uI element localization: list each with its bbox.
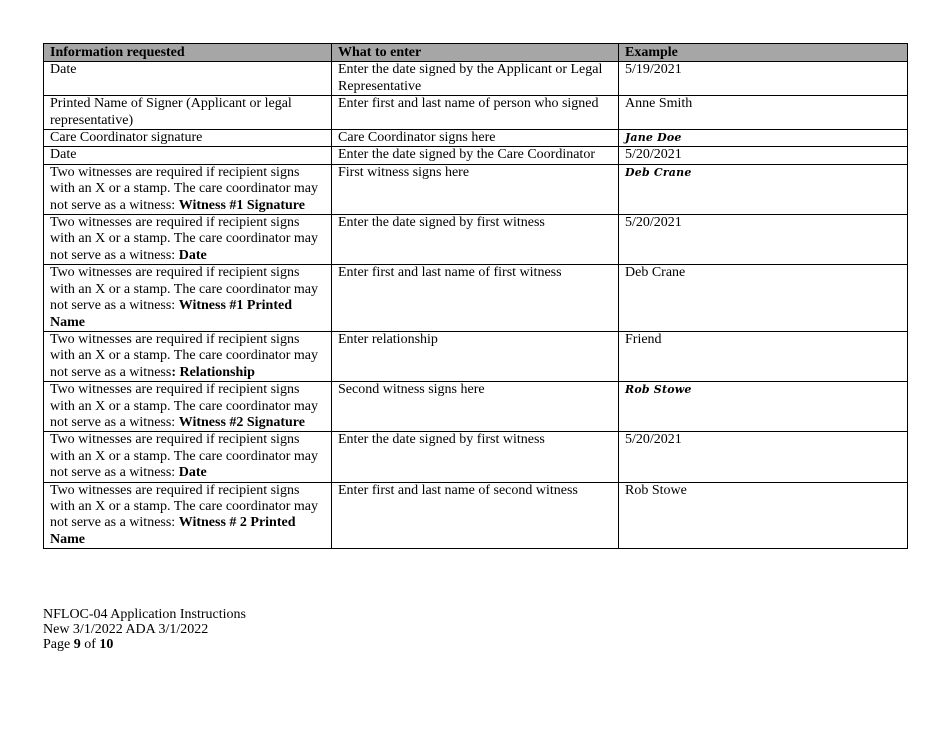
example-cell: 5/19/2021 — [619, 62, 908, 96]
info-bold-text: Witness #1 Printed Name — [50, 298, 293, 330]
info-cell — [44, 331, 332, 381]
signature-example: Deb Crane — [625, 165, 692, 179]
what-cell: Enter the date signed by first witness — [332, 432, 619, 482]
example-cell: Friend — [619, 331, 908, 381]
what-cell: Enter the date signed by the Care Coordinator — [332, 147, 619, 164]
example-cell: 5/20/2021 — [619, 147, 908, 164]
what-cell: Enter the date signed by first witness — [332, 215, 619, 265]
example-cell: 5/20/2021 — [619, 432, 908, 482]
table-row — [44, 164, 908, 214]
table-row — [44, 265, 908, 332]
info-text: Two witnesses are required if recipient signs with an X or a stamp. The care coordinator may not serve as a witness: — [50, 265, 318, 314]
instructions-table — [43, 43, 908, 549]
info-text: Two witnesses are required if recipient signs with an X or a stamp. The care coordinator may not serve as a witness — [50, 331, 318, 380]
header-information-requested: Information requested — [44, 44, 332, 62]
table-header-row — [44, 44, 908, 62]
info-cell — [44, 265, 332, 332]
table-row — [44, 432, 908, 482]
what-cell: Care Coordinator signs here — [332, 130, 619, 147]
table-row — [44, 62, 908, 96]
info-bold-text: Witness #2 Signature — [178, 414, 305, 430]
what-cell: Enter relationship — [332, 331, 619, 381]
example-cell — [619, 130, 908, 147]
header-example: Example — [619, 44, 908, 62]
info-bold-text: : Relationship — [171, 364, 255, 380]
info-text: Two witnesses are required if recipient signs with an X or a stamp. The care coordinator may not serve as a witness: — [50, 382, 318, 430]
page-current: 9 — [73, 637, 81, 653]
info-bold-text: Date — [178, 465, 207, 481]
what-cell: Enter first and last name of person who signed — [332, 96, 619, 130]
what-cell: Second witness signs here — [332, 382, 619, 432]
what-cell: First witness signs here — [332, 164, 619, 214]
page-total: 10 — [99, 637, 114, 653]
info-text: Two witnesses are required if recipient signs with an X or a stamp. The care coordinator may not serve as a witness: — [50, 215, 318, 263]
revision-date: New 3/1/2022 ADA 3/1/2022 — [43, 622, 209, 638]
signature-example: Jane Doe — [625, 131, 682, 145]
info-cell — [44, 382, 332, 432]
example-cell — [619, 382, 908, 432]
info-cell — [44, 130, 332, 147]
info-bold-text: Witness #1 Signature — [178, 197, 305, 213]
what-cell: Enter first and last name of first witness — [332, 265, 619, 332]
page-footer — [43, 607, 246, 653]
example-cell: 5/20/2021 — [619, 215, 908, 265]
page-of: of — [80, 637, 100, 653]
info-text: Two witnesses are required if recipient signs with an X or a stamp. The care coordinator may not serve as a witness: — [50, 164, 318, 213]
page-prefix: Page — [43, 637, 74, 653]
info-cell — [44, 96, 332, 130]
table-row — [44, 382, 908, 432]
example-cell: Rob Stowe — [619, 482, 908, 549]
info-text: Date — [50, 62, 77, 78]
info-text: Date — [50, 147, 77, 163]
info-text: Care Coordinator signature — [50, 130, 203, 146]
info-cell — [44, 62, 332, 96]
table-row — [44, 215, 908, 265]
example-cell: Anne Smith — [619, 96, 908, 130]
info-cell — [44, 164, 332, 214]
table-row — [44, 331, 908, 381]
example-cell — [619, 164, 908, 214]
what-cell: Enter first and last name of second witness — [332, 482, 619, 549]
info-text: Two witnesses are required if recipient signs with an X or a stamp. The care coordinator may not serve as a witness: — [50, 482, 318, 531]
table-row — [44, 482, 908, 549]
info-cell — [44, 482, 332, 549]
table-row — [44, 130, 908, 147]
table-row — [44, 147, 908, 164]
table-row — [44, 96, 908, 130]
info-bold-text: Date — [178, 247, 207, 263]
info-cell — [44, 432, 332, 482]
signature-example: Rob Stowe — [625, 383, 692, 397]
info-text: Two witnesses are required if recipient signs with an X or a stamp. The care coordinator may not serve as a witness: — [50, 432, 318, 481]
header-what-to-enter: What to enter — [332, 44, 619, 62]
what-cell: Enter the date signed by the Applicant or Legal Representative — [332, 62, 619, 96]
info-text: Printed Name of Signer (Applicant or legal representative) — [50, 96, 292, 128]
page-number — [43, 637, 246, 652]
info-cell — [44, 215, 332, 265]
info-bold-text: Witness # 2 Printed Name — [50, 515, 296, 547]
example-cell: Deb Crane — [619, 265, 908, 332]
form-id: NFLOC-04 Application Instructions — [43, 607, 246, 622]
info-cell — [44, 147, 332, 164]
